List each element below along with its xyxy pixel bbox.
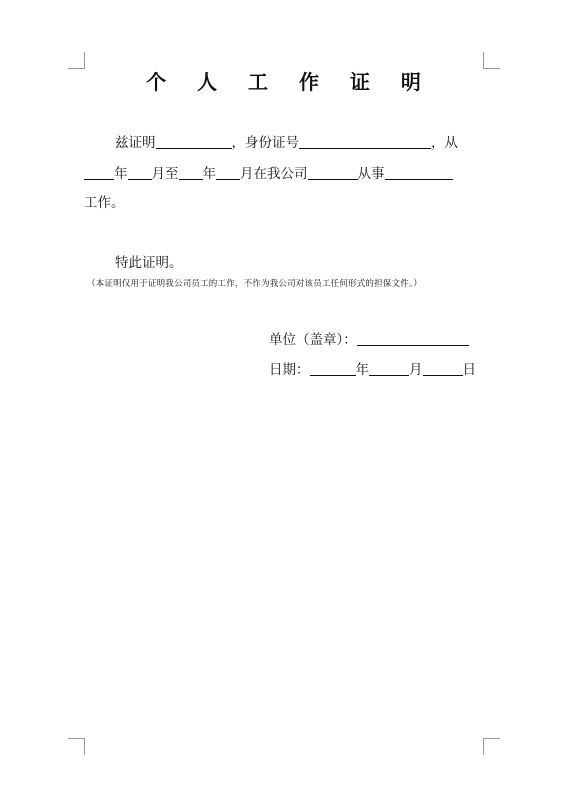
document-title: 个 人 工 作 证 明 (146, 70, 433, 94)
disclaimer-note: （本证明仅用于证明我公司员工的工作，不作为我公司对该员工任何形式的担保文件。） (87, 279, 423, 289)
paragraph-line-3 (84, 193, 484, 213)
start-month-blank[interactable] (128, 165, 152, 180)
date-line (269, 358, 476, 378)
certify-label: 兹证明 (115, 135, 156, 151)
year-label: 年 (114, 166, 128, 182)
end-month-blank[interactable] (216, 165, 240, 180)
paragraph-line-2 (84, 164, 484, 184)
date-month-label: 月 (409, 362, 423, 378)
statement-text: 特此证明。 (115, 255, 183, 271)
statement-line (115, 253, 515, 273)
crop-mark-bottom-left (68, 738, 85, 755)
unit-label: 单位（盖章）： (269, 332, 357, 348)
from-label: ，从 (431, 135, 458, 151)
department-blank[interactable] (308, 165, 358, 180)
month-to-label: 月至 (151, 166, 179, 182)
name-blank[interactable] (156, 134, 232, 149)
date-year-label: 年 (355, 362, 369, 378)
date-year-blank[interactable] (310, 361, 356, 376)
year-label-2: 年 (202, 166, 216, 182)
date-day-label: 日 (462, 362, 476, 378)
month-at-company-label: 月在我公司 (240, 166, 308, 182)
start-year-blank[interactable] (84, 165, 114, 180)
date-month-blank[interactable] (369, 361, 409, 376)
id-number-label: ，身份证号 (231, 135, 299, 151)
date-label: 日期： (269, 362, 310, 378)
crop-mark-bottom-right (483, 738, 500, 755)
work-label: 工作。 (84, 195, 125, 211)
date-day-blank[interactable] (423, 361, 463, 376)
paragraph-line-1 (115, 133, 515, 153)
id-number-blank[interactable] (299, 134, 431, 149)
position-blank[interactable] (385, 165, 453, 180)
end-year-blank[interactable] (179, 165, 203, 180)
unit-stamp-line (269, 328, 469, 348)
engaged-in-label: 从事 (357, 166, 385, 182)
unit-blank[interactable] (357, 331, 469, 346)
